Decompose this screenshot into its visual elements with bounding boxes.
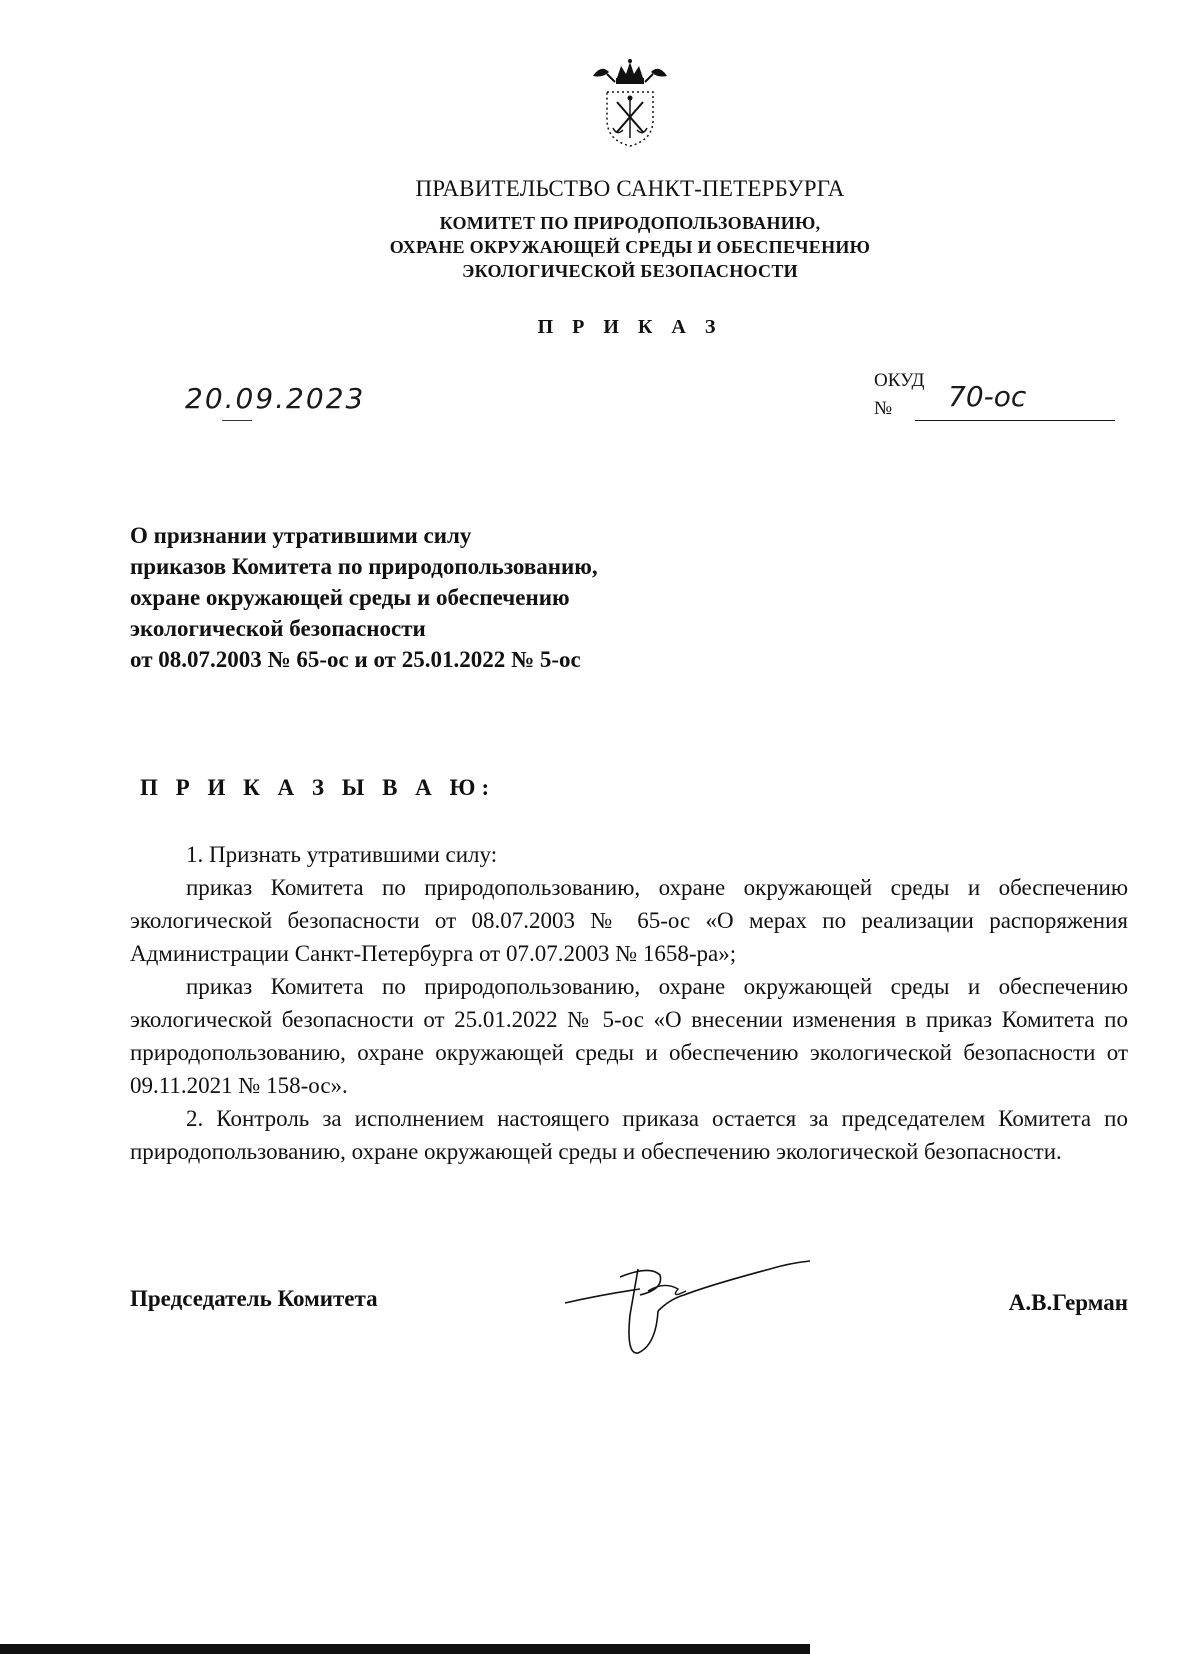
order-body	[130, 838, 1128, 1168]
order-number: 70-ос	[948, 380, 1027, 413]
subject-line: О признании утратившими силу	[130, 523, 472, 548]
order-subject	[130, 520, 830, 675]
order-date: 20.09.2023	[185, 382, 366, 415]
body-paragraph: 1. Признать утратившими силу:	[186, 842, 498, 867]
okud-label: ОКУД	[874, 370, 925, 391]
number-label: №	[874, 398, 893, 419]
committee-line: КОМИТЕТ ПО ПРИРОДОПОЛЬЗОВАНИЮ,	[439, 213, 821, 233]
directive-heading: П Р И К А З Ы В А Ю:	[140, 775, 496, 800]
handwritten-signature	[560, 1255, 820, 1360]
subject-line: от 08.07.2003 № 65-ос и от 25.01.2022 № 5-ос	[130, 647, 581, 672]
subject-line: приказов Комитета по природопользованию,	[130, 554, 598, 579]
government-title: ПРАВИТЕЛЬСТВО САНКТ-ПЕТЕРБУРГА	[415, 176, 845, 201]
committee-line: ЭКОЛОГИЧЕСКОЙ БЕЗОПАСНОСТИ	[462, 261, 798, 281]
coat-of-arms-icon	[587, 58, 673, 148]
subject-line: охране окружающей среды и обеспечению	[130, 585, 570, 610]
number-underline	[915, 420, 1115, 421]
signatory-title: Председатель Комитета	[130, 1286, 378, 1311]
document-type: П Р И К А З	[537, 316, 723, 338]
body-paragraph: 2. Контроль за исполнением настоящего приказа остается за председателем Комитета по природопользованию, охране окружающей среды и обеспечению экологической безопасности.	[130, 1106, 1128, 1164]
committee-line: ОХРАНЕ ОКРУЖАЮЩЕЙ СРЕДЫ И ОБЕСПЕЧЕНИЮ	[389, 237, 871, 257]
body-paragraph: приказ Комитета по природопользованию, охране окружающей среды и обеспечению экологической безопасности от 08.07.2003 № 65-ос «О мерах по реализации распоряжения Администрации Санкт-Петербурга от 07.07.2003 № 1658-ра»;	[130, 875, 1128, 966]
scan-edge-bar	[0, 1644, 810, 1654]
body-paragraph: приказ Комитета по природопользованию, охране окружающей среды и обеспечению экологической безопасности от 25.01.2022 № 5-ос «О внесении изменения в приказ Комитета по природопользованию, охране окружающей среды и обеспечению экологической безопасности от 09.11.2021 № 158-ос».	[130, 974, 1128, 1098]
date-underline	[222, 420, 252, 421]
signatory-name: А.В.Герман	[1008, 1290, 1128, 1315]
committee-name	[0, 211, 1200, 283]
subject-line: экологической безопасности	[130, 616, 426, 641]
